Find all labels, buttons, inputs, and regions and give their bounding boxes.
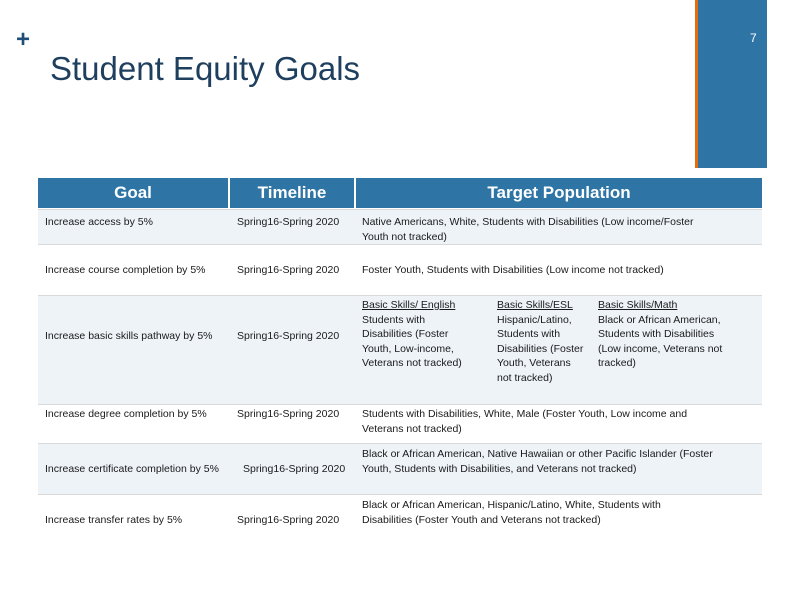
target-cell: Students with Disabilities, White, Male (Foster Youth, Low income and Veterans not tracked) <box>362 408 688 435</box>
goal-cell <box>45 245 230 295</box>
goal-cell <box>45 495 230 545</box>
accent-bar-blue <box>698 0 767 168</box>
goal-cell <box>45 296 230 376</box>
timeline-cell: Spring16-Spring 2020 <box>237 408 340 420</box>
table-row <box>38 295 762 404</box>
table-row <box>38 404 762 443</box>
table-row <box>38 209 762 244</box>
target-text: Foster Youth, Students with Disabilities (Low income not tracked) <box>362 263 664 276</box>
goal-cell: Increase access by 5% <box>45 216 153 228</box>
goal-text: Increase basic skills pathway by 5% <box>45 329 213 342</box>
timeline-cell <box>237 245 359 295</box>
sub-heading: Basic Skills/ESL <box>497 299 573 311</box>
timeline-cell <box>243 444 359 494</box>
goal-text: Increase transfer rates by 5% <box>45 513 183 526</box>
sub-text: Black or African American, Students with Disabilities (Low income, Veterans not tracked) <box>598 313 723 369</box>
goal-cell <box>45 444 240 494</box>
timeline-cell: Spring16-Spring 2020 <box>237 216 340 228</box>
target-cell <box>362 245 742 295</box>
basic-skills-esl-cell <box>497 298 587 385</box>
target-cell: Black or African American, Hispanic/Latino, White, Students with Disabilities (Foster Youth and Veterans not tracked) <box>362 499 661 526</box>
table-row <box>38 244 762 295</box>
header-timeline: Timeline <box>230 178 354 208</box>
timeline-text: Spring16-Spring 2020 <box>237 513 340 526</box>
header-target-population: Target Population <box>356 178 762 208</box>
target-cell: Native Americans, White, Students with Disabilities (Low income/Foster Youth not tracked) <box>362 216 694 243</box>
basic-skills-math-cell <box>598 298 734 371</box>
timeline-cell <box>237 296 359 376</box>
table-row <box>38 443 762 494</box>
plus-icon: + <box>16 26 31 53</box>
page-number: 7 <box>750 31 757 45</box>
timeline-cell <box>237 495 359 545</box>
timeline-text: Spring16-Spring 2020 <box>237 329 340 342</box>
header-goal: Goal <box>38 178 228 208</box>
timeline-text: Spring16-Spring 2020 <box>243 462 346 475</box>
sub-heading: Basic Skills/ English <box>362 299 456 311</box>
table-row <box>38 494 762 543</box>
sub-heading: Basic Skills/Math <box>598 299 678 311</box>
goal-cell: Increase degree completion by 5% <box>45 408 207 420</box>
sub-text: Students with Disabilities (Foster Youth, Low-income, Veterans not tracked) <box>362 313 462 369</box>
page-title: Student Equity Goals <box>50 50 361 87</box>
timeline-text: Spring16-Spring 2020 <box>237 263 340 276</box>
basic-skills-english-cell <box>362 298 474 371</box>
sub-text: Hispanic/Latino, Students with Disabilities (Foster Youth, Veterans not tracked) <box>497 313 584 384</box>
goal-text: Increase course completion by 5% <box>45 263 206 276</box>
goal-text: Increase certificate completion by 5% <box>45 462 219 475</box>
target-cell: Black or African American, Native Hawaiian or other Pacific Islander (Foster Youth, Students with Disabilities, and Veterans not tracked) <box>362 448 713 475</box>
